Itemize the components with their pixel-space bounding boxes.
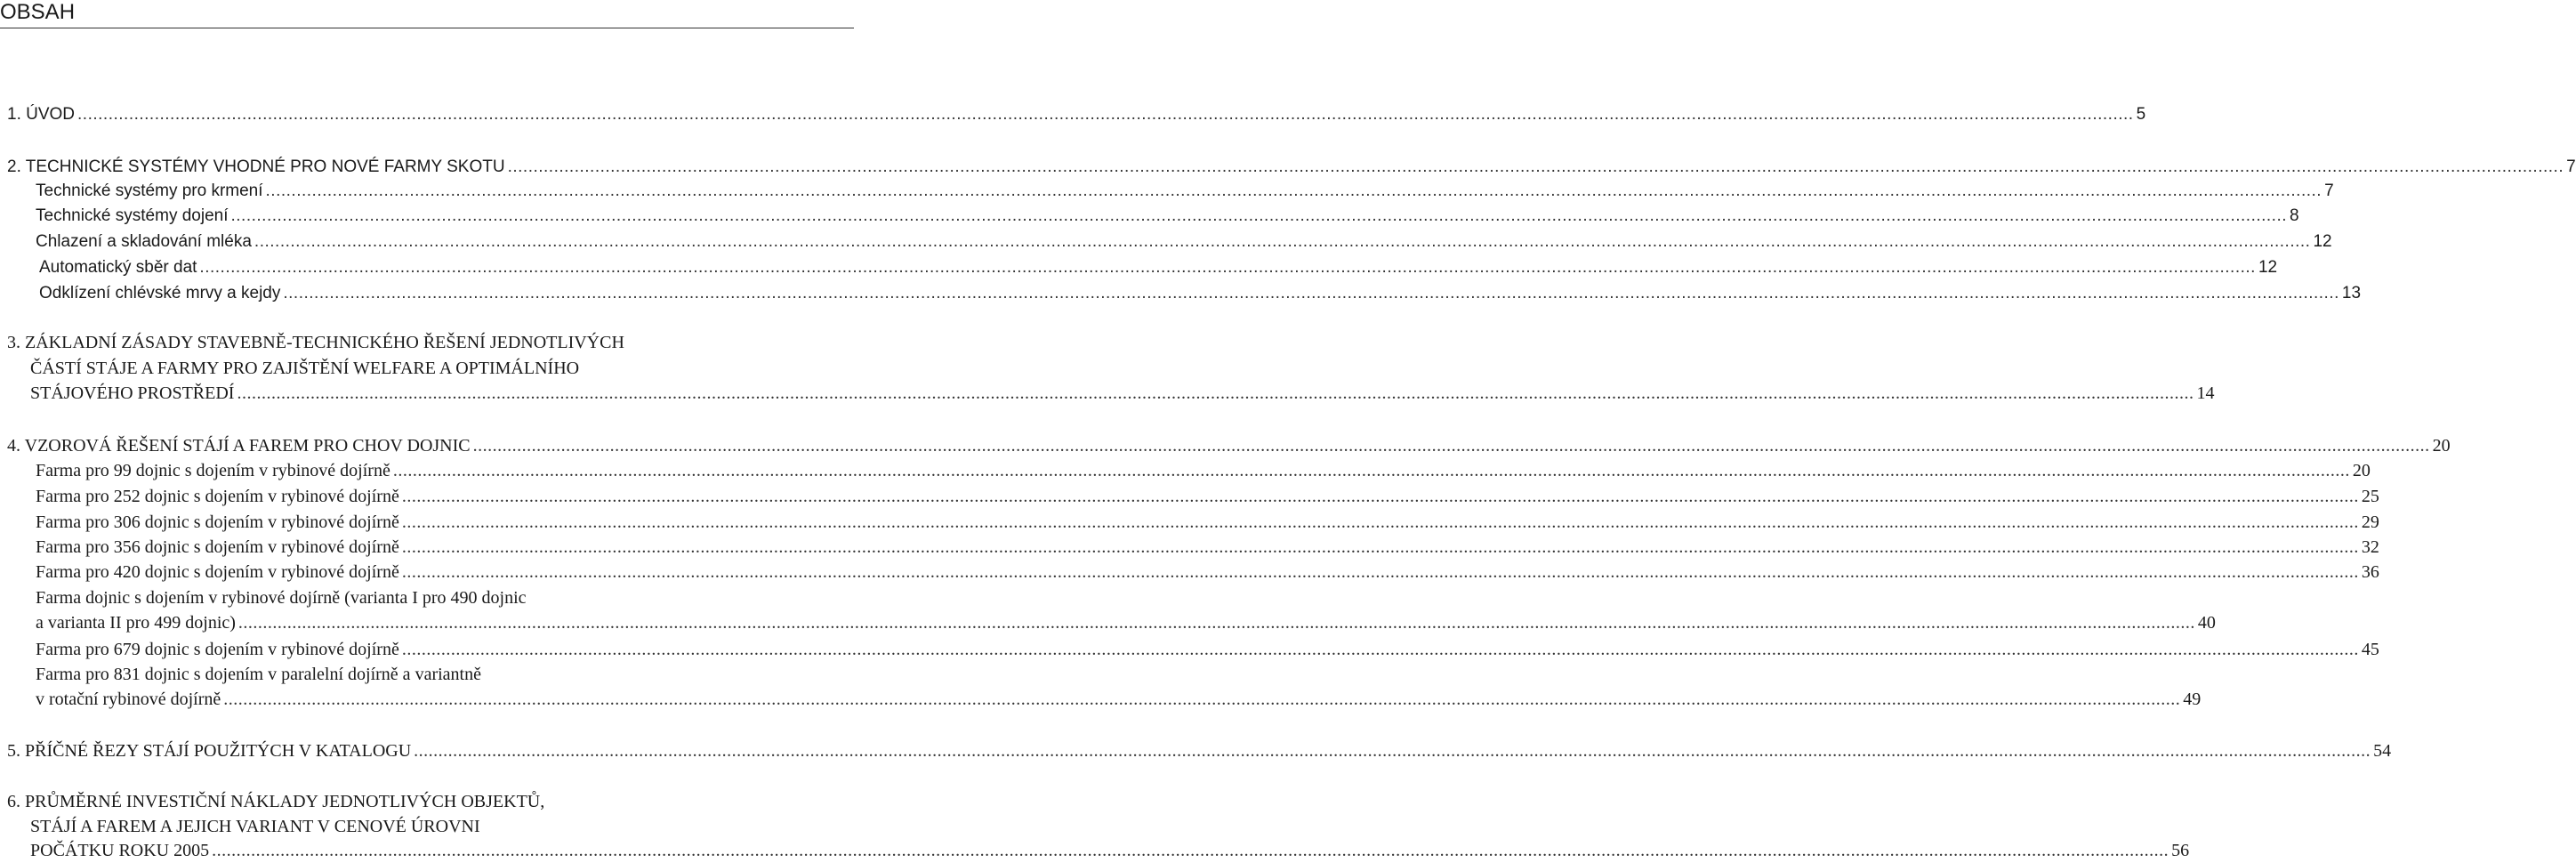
toc-entry-title: a varianta II pro 499 dojnic) <box>36 613 236 633</box>
toc-entry <box>36 687 2202 712</box>
toc-entry-page: 25 <box>2361 487 2379 506</box>
toc-entry <box>36 610 2216 635</box>
page-title: OBSAH <box>0 0 76 24</box>
toc-entry-page: 13 <box>2341 284 2362 302</box>
toc-leader: ................................................................................................................................................................................................................................................................................................................................................................................................................ <box>507 157 2564 176</box>
toc-entry <box>7 102 2146 127</box>
toc-entry-continued: 3. ZÁKLADNÍ ZÁSADY STAVEBNĚ-TECHNICKÉHO ŘEŠENÍ JEDNOTLIVÝCH <box>7 333 624 352</box>
toc-entry-title: 2. TECHNICKÉ SYSTÉMY VHODNÉ PRO NOVÉ FARMY SKOTU <box>7 157 505 176</box>
toc-entry-page: 5 <box>2136 105 2146 124</box>
toc-leader: ................................................................................................................................................................................................................................................................................................................................................................................................................ <box>472 436 2430 456</box>
toc-entry-title: 1. ÚVOD <box>7 105 76 124</box>
toc-entry-page: 56 <box>2171 841 2190 860</box>
toc-entry-title: Farma pro 306 dojnic s dojením v rybinové dojírně <box>36 512 399 532</box>
toc-entry-title: Farma pro 99 dojnic s dojením v rybinové dojírně <box>36 461 390 480</box>
toc-entry <box>36 510 2379 535</box>
toc-entry-title: Technické systémy pro krmení <box>36 181 263 200</box>
toc-entry-page: 7 <box>2324 181 2334 200</box>
toc-entry-page: 45 <box>2361 640 2379 659</box>
toc-entry <box>36 230 2332 254</box>
toc-leader: ................................................................................................................................................................................................................................................................................................................................................................................................................ <box>401 537 2359 557</box>
toc-leader: ................................................................................................................................................................................................................................................................................................................................................................................................................ <box>223 690 2181 709</box>
toc-entry-continued: Farma dojnic s dojením v rybinové dojírně (varianta I pro 490 dojnic <box>36 588 527 608</box>
toc-entry-page: 12 <box>2313 232 2332 251</box>
toc-leader: ................................................................................................................................................................................................................................................................................................................................................................................................................ <box>199 258 2256 277</box>
toc-entry-title: Automatický sběr dat <box>39 258 197 277</box>
toc-entry-page: 49 <box>2183 690 2202 709</box>
toc-entry-page: 8 <box>2290 206 2299 225</box>
toc-entry <box>30 838 2190 863</box>
toc-entry-title: 5. PŘÍČNÉ ŘEZY STÁJÍ POUŽITÝCH V KATALOGU <box>7 741 412 761</box>
toc-leader: ................................................................................................................................................................................................................................................................................................................................................................................................................ <box>401 640 2359 659</box>
toc-entry-continued: Farma pro 831 dojnic s dojením v paralelní dojírně a variantně <box>36 665 481 684</box>
toc-entry-continued: 6. PRŮMĚRNÉ INVESTIČNÍ NÁKLADY JEDNOTLIVÝCH OBJEKTŮ, <box>7 792 545 811</box>
toc-entry-title: Chlazení a skladování mléka <box>36 232 252 251</box>
toc-leader: ................................................................................................................................................................................................................................................................................................................................................................................................................ <box>283 284 2339 302</box>
toc-entry-title: STÁJOVÉHO PROSTŘEDÍ <box>30 383 235 403</box>
toc-entry-continued: STÁJÍ A FAREM A JEJICH VARIANT V CENOVÉ ÚROVNI <box>30 817 480 836</box>
toc-entry-title: Farma pro 420 dojnic s dojením v rybinové dojírně <box>36 562 399 582</box>
toc-entry-page: 32 <box>2361 537 2379 557</box>
toc-entry <box>36 484 2379 509</box>
toc-entry-title: Farma pro 679 dojnic s dojením v rybinové dojírně <box>36 640 399 659</box>
toc-entry-title: Farma pro 252 dojnic s dojením v rybinové dojírně <box>36 487 399 506</box>
toc-entry <box>39 281 2362 306</box>
toc-entry <box>36 179 2334 204</box>
toc-leader: ................................................................................................................................................................................................................................................................................................................................................................................................................ <box>237 383 2194 403</box>
toc-entry-title: Technické systémy dojení <box>36 206 229 225</box>
toc-leader: ................................................................................................................................................................................................................................................................................................................................................................................................................ <box>265 181 2322 200</box>
toc-leader: ................................................................................................................................................................................................................................................................................................................................................................................................................ <box>414 741 2371 761</box>
toc-entry-page: 54 <box>2373 741 2392 761</box>
toc-entry-page: 29 <box>2361 512 2379 532</box>
toc-entry-page: 20 <box>2432 436 2451 456</box>
toc-leader: ................................................................................................................................................................................................................................................................................................................................................................................................................ <box>401 512 2359 532</box>
toc-entry-title: 4. VZOROVÁ ŘEŠENÍ STÁJÍ A FAREM PRO CHOV DOJNIC <box>7 436 471 456</box>
toc-entry <box>7 433 2451 458</box>
toc-entry <box>36 458 2371 483</box>
toc-entry <box>36 560 2379 585</box>
toc-entry-title: Farma pro 356 dojnic s dojením v rybinové dojírně <box>36 537 399 557</box>
toc-leader: ................................................................................................................................................................................................................................................................................................................................................................................................................ <box>401 487 2359 506</box>
toc-leader: ................................................................................................................................................................................................................................................................................................................................................................................................................ <box>392 461 2350 480</box>
toc-leader: ................................................................................................................................................................................................................................................................................................................................................................................................................ <box>77 105 2134 124</box>
toc-entry <box>7 738 2392 763</box>
toc-entry-page: 36 <box>2361 562 2379 582</box>
toc-entry-page: 7 <box>2566 157 2576 176</box>
toc-leader: ................................................................................................................................................................................................................................................................................................................................................................................................................ <box>230 206 2288 225</box>
toc-entry <box>7 155 2576 180</box>
toc-leader: ................................................................................................................................................................................................................................................................................................................................................................................................................ <box>212 841 2169 860</box>
toc-entry <box>36 204 2299 229</box>
toc-entry-continued: ČÁSTÍ STÁJE A FARMY PRO ZAJIŠTĚNÍ WELFARE A OPTIMÁLNÍHO <box>30 359 580 378</box>
toc-leader: ................................................................................................................................................................................................................................................................................................................................................................................................................ <box>237 613 2195 633</box>
toc-entry <box>36 535 2379 560</box>
toc-leader: ................................................................................................................................................................................................................................................................................................................................................................................................................ <box>401 562 2359 582</box>
toc-entry <box>39 255 2278 280</box>
toc-entry-title: Odklízení chlévské mrvy a kejdy <box>39 284 281 302</box>
toc-entry-page: 20 <box>2352 461 2371 480</box>
toc-entry-title: v rotační rybinové dojírně <box>36 690 221 709</box>
toc-entry <box>30 381 2215 406</box>
toc-entry-page: 12 <box>2258 258 2278 277</box>
toc-entry-page: 14 <box>2196 383 2215 403</box>
toc-leader: ................................................................................................................................................................................................................................................................................................................................................................................................................ <box>254 232 2311 251</box>
toc-entry <box>36 637 2379 662</box>
toc-entry-page: 40 <box>2197 613 2216 633</box>
toc-entry-title: POČÁTKU ROKU 2005 <box>30 841 210 860</box>
